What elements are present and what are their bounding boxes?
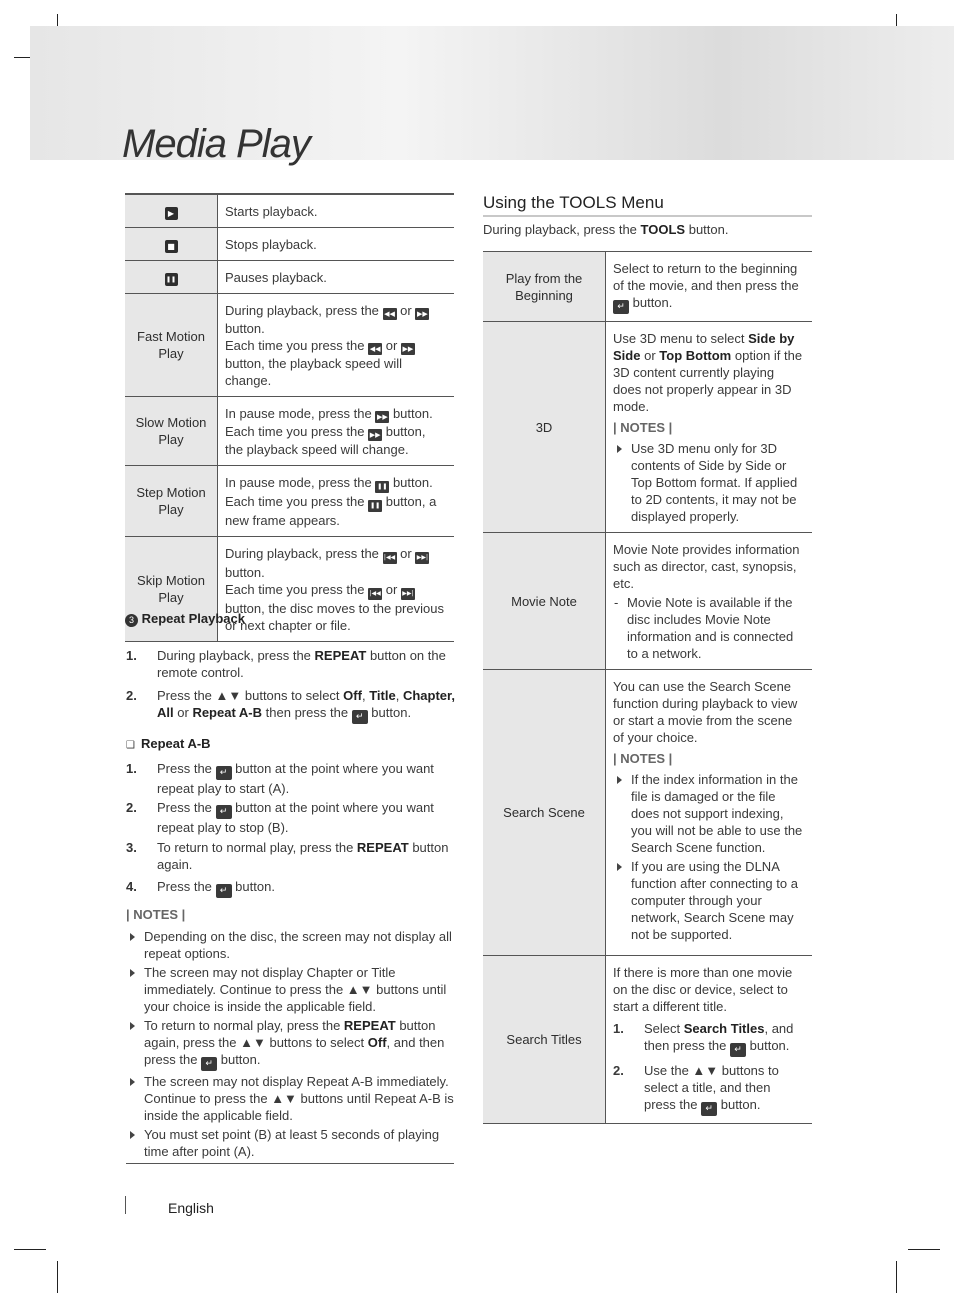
enter-icon: ↵ (216, 766, 232, 780)
rewind-icon: ◀◀ (369, 345, 381, 353)
bullet-arrow-icon (130, 933, 135, 941)
table-row (125, 294, 454, 397)
play-from-beginning-label: Play from the Beginning (483, 252, 606, 322)
search-scene-description: You can use the Search Scene function during playback to view or start a movie from the scene of your choice. | NOTES | If the index information in the file is damaged or the file does not support indexing, you will not be able to use the Search Scene function. If you are using the DLNA function after connecting to a computer through your network, Search Scene may not be supported. (606, 670, 813, 956)
fast-forward-icon: ▶▶ (376, 413, 388, 421)
step-badge: 3 (125, 614, 138, 627)
fast-forward-icon: ▶▶ (402, 345, 414, 353)
list-item: 1. Select Search Titles, and then press the ↵ button. (613, 1021, 794, 1055)
table-row (483, 533, 812, 670)
enter-icon: ↵ (352, 710, 368, 724)
enter-icon: ↵ (701, 1102, 717, 1116)
table-row (483, 252, 812, 322)
pause-description: Pauses playback. (225, 270, 327, 285)
list-item: If you are using the DLNA function after connecting to a computer through your network, Search Scene may not be supported. (613, 858, 805, 943)
crop-mark (14, 1249, 46, 1250)
play-from-beginning-description: Select to return to the beginning of the movie, and then press the ↵ button. (613, 261, 799, 312)
list-item: You must set point (B) at least 5 seconds of playing time after point (A). (126, 1126, 456, 1160)
bullet-arrow-icon (617, 776, 622, 784)
crop-mark (896, 1261, 897, 1293)
repeat-ab-step-2: 2. Press the ↵ button at the point where you want repeat play to stop (B). (126, 800, 434, 835)
playback-functions-table (125, 193, 454, 642)
search-scene-label: Search Scene (483, 670, 606, 956)
table-row (125, 261, 454, 294)
search-titles-description: If there is more than one movie on the disc or device, select to start a different title. 1. Select Search Titles, and then press the ↵ button. 2. Use the ▲▼ buttons to select a title, and then press the ↵ button. (606, 956, 813, 1124)
footer-divider (125, 1196, 126, 1214)
repeat-ab-heading: ❑ Repeat A-B (126, 736, 211, 751)
table-row (125, 466, 454, 537)
table-row (483, 322, 812, 533)
skip-back-icon: |◀◀ (383, 552, 397, 564)
crop-mark (908, 1249, 940, 1250)
step-motion-label: Step Motion Play (125, 466, 218, 537)
bullet-arrow-icon (617, 863, 622, 871)
notes-heading: | NOTES | (613, 420, 673, 435)
list-item: If the index information in the file is damaged or the file does not support indexing, you will not be able to use the Search Scene function. (613, 771, 805, 856)
list-item: - Movie Note is available if the disc includes Movie Note information and is connected to a network. (614, 595, 794, 661)
pause-icon: ❚❚ (368, 500, 382, 512)
bullet-arrow-icon (130, 1078, 135, 1086)
notes-heading: | NOTES | (126, 907, 186, 922)
notes-heading: | NOTES | (613, 751, 673, 766)
bullet-arrow-icon (130, 1022, 135, 1030)
skip-forward-icon: ▶▶| (401, 588, 415, 600)
fast-forward-icon: ▶▶ (416, 310, 428, 318)
table-row (125, 397, 454, 466)
movie-note-label: Movie Note (483, 533, 606, 670)
repeat-notes-list (126, 928, 456, 1162)
list-item: Use 3D menu only for 3D contents of Side by Side or Top Bottom format. If applied to 2D contents, it may not be displayed properly. (613, 440, 805, 525)
bullet-arrow-icon (130, 969, 135, 977)
repeat-step-1: 1. During playback, press the REPEAT button on the remote control. (126, 648, 446, 680)
repeat-step-2: 2. Press the ▲▼ buttons to select Off, Title, Chapter, All or Repeat A-B then press the ↵ button. (126, 688, 455, 722)
bullet-arrow-icon (130, 1131, 135, 1139)
list-item: Depending on the disc, the screen may not display all repeat options. (126, 928, 456, 962)
checkbox-icon: ❑ (126, 740, 135, 751)
repeat-ab-step-3: 3. To return to normal play, press the REPEAT button again. (126, 840, 449, 872)
slow-motion-label: Slow Motion Play (125, 397, 218, 466)
pause-icon: ❚❚ (375, 481, 389, 493)
footer-language: English (168, 1200, 214, 1216)
search-titles-label: Search Titles (483, 956, 606, 1124)
fast-forward-icon: ▶▶ (369, 431, 381, 439)
3d-label: 3D (483, 322, 606, 533)
movie-note-description: Movie Note provides information such as director, cast, synopsis, etc. - Movie Note is available if the disc includes Movie Note information and is connected to a network. (606, 533, 813, 670)
play-icon: ▶ (165, 207, 178, 220)
skip-motion-label: Skip Motion Play (125, 537, 218, 642)
table-row (483, 670, 812, 956)
list-item: The screen may not display Repeat A-B immediately. Continue to press the ▲▼ buttons until Repeat A-B is inside the applicable field. (126, 1073, 456, 1124)
tools-intro: During playback, press the TOOLS button. (483, 222, 729, 237)
skip-back-icon: |◀◀ (368, 588, 382, 600)
divider (126, 1163, 454, 1164)
enter-icon: ↵ (216, 884, 232, 898)
slow-motion-description: In pause mode, press the ▶▶ button. Each time you press the ▶▶ button, the playback speed will change. (225, 406, 433, 457)
skip-motion-description: During playback, press the |◀◀ or ▶▶| button. Each time you press the |◀◀ or ▶▶| button, the disc moves to the previous or next chapter or file. (225, 546, 444, 633)
table-row (483, 956, 812, 1124)
play-description: Starts playback. (225, 204, 318, 219)
repeat-playback-heading: 3 Repeat Playback (125, 610, 245, 627)
heading-underline (483, 215, 812, 217)
table-row (125, 228, 454, 261)
table-row (125, 194, 454, 228)
repeat-ab-step-1: 1. Press the ↵ button at the point where you want repeat play to start (A). (126, 761, 434, 796)
pause-icon: ❚❚ (165, 273, 178, 286)
fast-motion-label: Fast Motion Play (125, 294, 218, 397)
rewind-icon: ◀◀ (384, 310, 395, 318)
enter-icon: ↵ (730, 1043, 746, 1057)
stop-description: Stops playback. (225, 237, 317, 252)
skip-forward-icon: ▶▶| (415, 552, 429, 564)
enter-icon: ↵ (216, 805, 232, 819)
repeat-ab-step-4: 4. Press the ↵ button. (126, 879, 275, 896)
tools-menu-heading: Using the TOOLS Menu (483, 193, 664, 212)
bullet-arrow-icon (617, 445, 622, 453)
divider (126, 641, 454, 642)
stop-icon: ■ (165, 240, 178, 253)
crop-mark (57, 1261, 58, 1293)
list-item: 2. Use the ▲▼ buttons to select a title, and then press the ↵ button. (613, 1063, 779, 1114)
3d-description: Use 3D menu to select Side by Side or Top Bottom option if the 3D content currently playing does not properly appear in 3D mode. | NOTES | Use 3D menu only for 3D contents of Side by Side or Top Bottom format. If applied to 2D contents, it may not be displayed properly. (606, 322, 813, 533)
list-item: To return to normal play, press the REPEAT button again, press the ▲▼ buttons to select Off, and then press the ↵ button. (126, 1017, 456, 1071)
enter-icon: ↵ (613, 300, 629, 314)
enter-icon: ↵ (201, 1057, 217, 1071)
tools-menu-table (483, 251, 812, 1124)
fast-motion-description: During playback, press the ◀◀ or ▶▶ button. Each time you press the ◀◀ or ▶▶ button, the playback speed will change. (225, 303, 428, 388)
page-title: Media Play (122, 122, 310, 166)
list-item: The screen may not display Chapter or Title immediately. Continue to press the ▲▼ buttons until your choice is inside the applicable field. (126, 964, 456, 1015)
step-motion-description: In pause mode, press the ❚❚ button. Each time you press the ❚❚ button, a new frame appears. (225, 475, 437, 528)
